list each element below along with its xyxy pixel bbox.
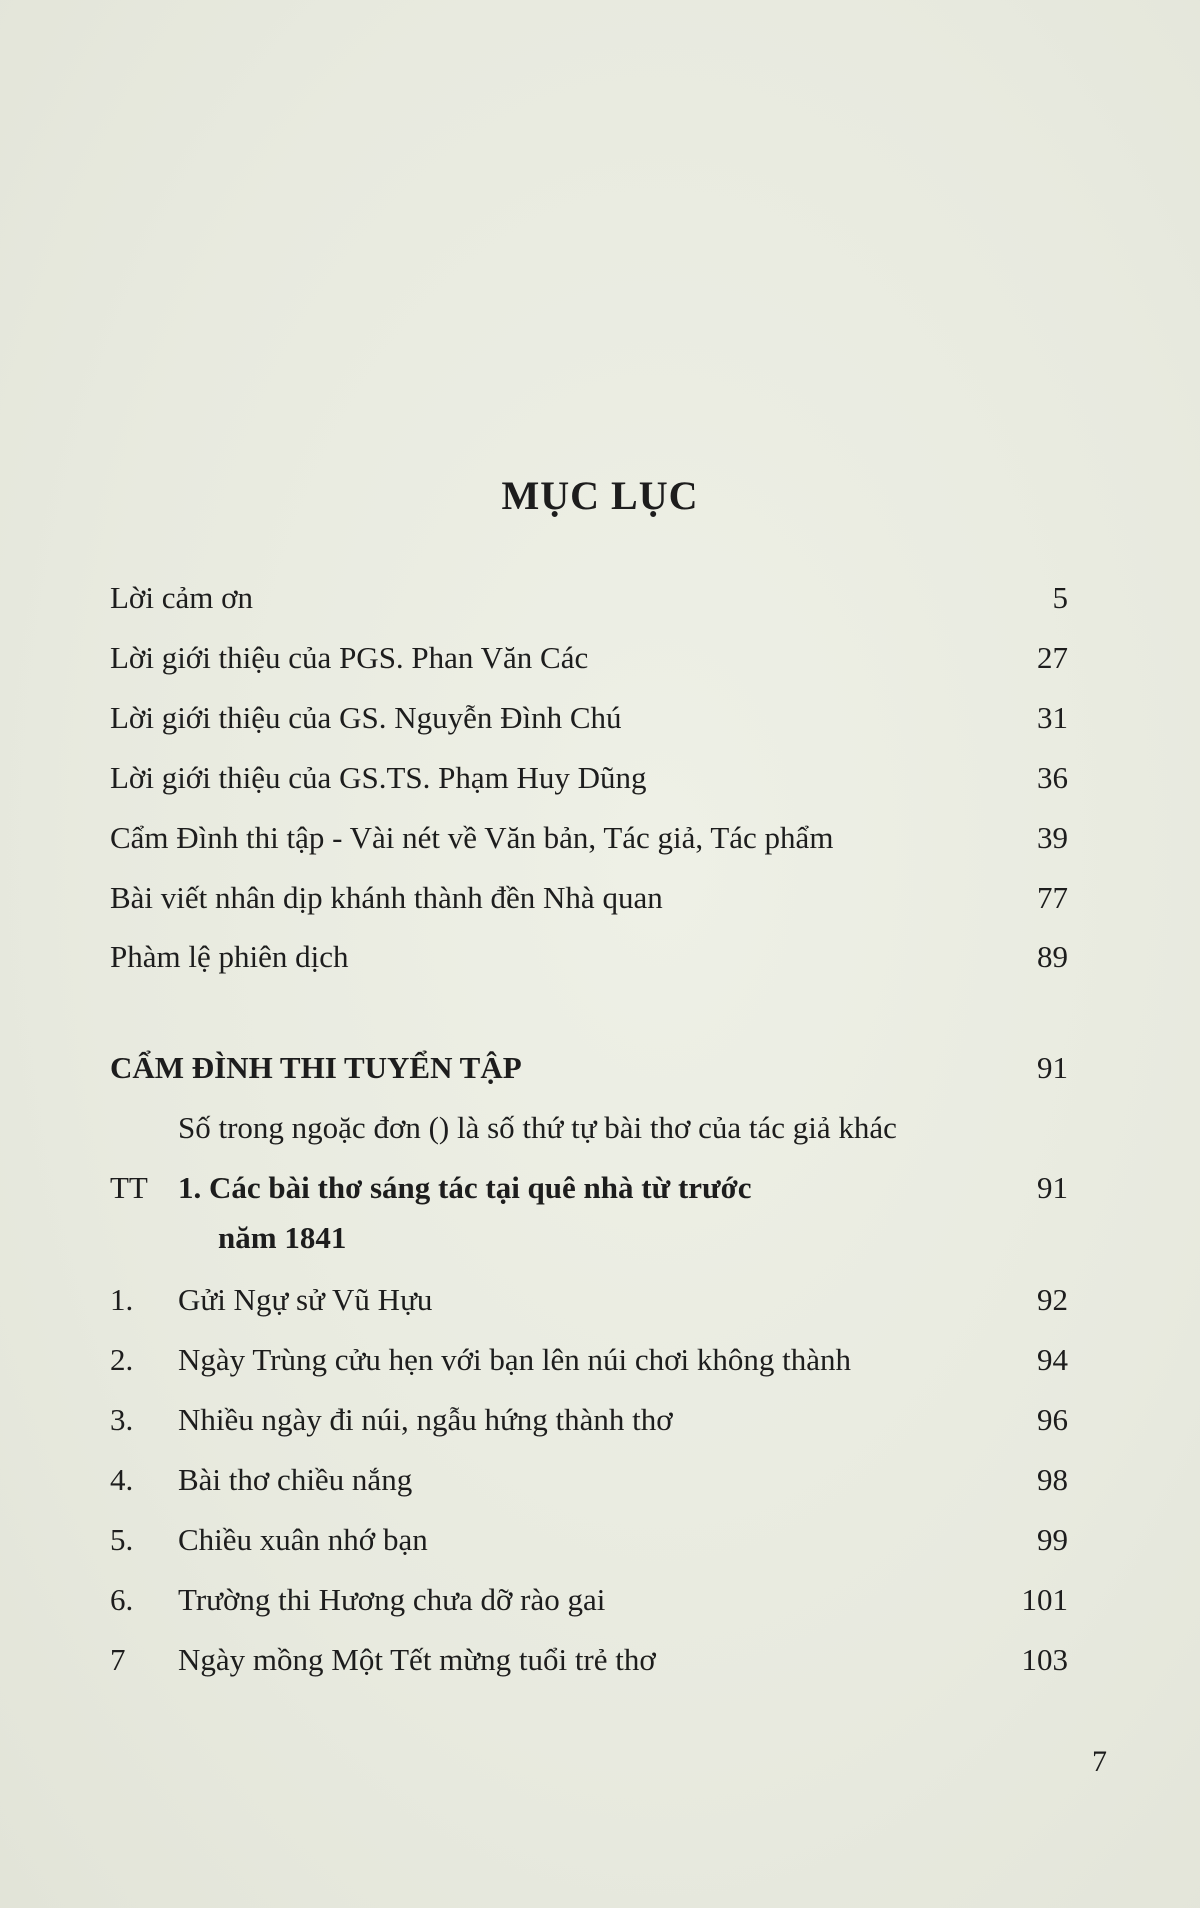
subsection-title-line2: năm 1841 <box>218 1220 347 1255</box>
poem-number: 7 <box>110 1642 126 1677</box>
toc-entry <box>110 578 1068 618</box>
toc-entry-page: 77 <box>1037 880 1068 915</box>
toc-entry-label: Phàm lệ phiên dịch <box>110 939 349 974</box>
poem-entry <box>110 1460 1068 1500</box>
toc-entry-label: Lời giới thiệu của GS.TS. Phạm Huy Dũng <box>110 760 647 795</box>
toc-entry <box>110 937 1068 977</box>
tt-label: TT <box>110 1170 148 1205</box>
toc-entry-label: Lời cảm ơn <box>110 580 253 615</box>
toc-entry <box>110 638 1068 678</box>
poem-title: Gửi Ngự sử Vũ Hựu <box>178 1282 433 1317</box>
poem-title: Bài thơ chiều nắng <box>178 1462 413 1497</box>
poem-entry <box>110 1340 1068 1380</box>
poem-number: 3. <box>110 1402 134 1437</box>
poem-title: Ngày mồng Một Tết mừng tuổi trẻ thơ <box>178 1642 656 1677</box>
poem-page: 98 <box>1037 1462 1068 1497</box>
poem-page: 103 <box>1021 1642 1068 1677</box>
toc-entry-label: Bài viết nhân dịp khánh thành đền Nhà quan <box>110 880 663 915</box>
toc-entry <box>110 758 1068 798</box>
poem-entry <box>110 1580 1068 1620</box>
toc-entry-page: 27 <box>1037 640 1068 675</box>
note-text: Số trong ngoặc đơn () là số thứ tự bài thơ của tác giả khác <box>178 1110 897 1145</box>
subsection-heading <box>110 1168 1068 1258</box>
toc-entry-page: 5 <box>1052 580 1068 615</box>
toc-entry-label: Lời giới thiệu của PGS. Phan Văn Các <box>110 640 589 675</box>
poem-title: Ngày Trùng cửu hẹn với bạn lên núi chơi không thành <box>178 1342 851 1377</box>
poem-number: 2. <box>110 1342 134 1377</box>
toc-entry <box>110 878 1068 918</box>
poem-title: Trường thi Hương chưa dỡ rào gai <box>178 1582 606 1617</box>
poem-title: Nhiều ngày đi núi, ngẫu hứng thành thơ <box>178 1402 673 1437</box>
poem-entry <box>110 1520 1068 1560</box>
page-number: 7 <box>1092 1745 1107 1778</box>
poem-entry <box>110 1640 1068 1680</box>
poem-page: 92 <box>1037 1282 1068 1317</box>
toc-entry-page: 89 <box>1037 939 1068 974</box>
poem-entry <box>110 1400 1068 1440</box>
poem-number: 1. <box>110 1282 134 1317</box>
subsection-page: 91 <box>1037 1170 1068 1205</box>
poem-page: 96 <box>1037 1402 1068 1437</box>
poem-title: Chiều xuân nhớ bạn <box>178 1522 428 1557</box>
poem-entry <box>110 1280 1068 1320</box>
toc-entry-label: Cẩm Đình thi tập - Vài nét về Văn bản, Tác giả, Tác phẩm <box>110 820 834 855</box>
poem-page: 101 <box>1021 1582 1068 1617</box>
toc-entry <box>110 698 1068 738</box>
toc-entry-page: 31 <box>1037 700 1068 735</box>
poem-page: 94 <box>1037 1342 1068 1377</box>
poem-number: 5. <box>110 1522 134 1557</box>
page-title: MỤC LỤC <box>501 473 699 518</box>
poem-number: 4. <box>110 1462 134 1497</box>
poem-number: 6. <box>110 1582 134 1617</box>
section-heading-label: CẨM ĐÌNH THI TUYỂN TẬP <box>110 1050 522 1085</box>
subsection-title-line1: 1. Các bài thơ sáng tác tại quê nhà từ trước <box>178 1170 752 1205</box>
toc-entry <box>110 818 1068 858</box>
section-heading <box>110 1048 1068 1088</box>
toc-entry-page: 39 <box>1037 820 1068 855</box>
toc-entry-page: 36 <box>1037 760 1068 795</box>
toc-entry-label: Lời giới thiệu của GS. Nguyễn Đình Chú <box>110 700 622 735</box>
section-heading-page: 91 <box>1037 1050 1068 1085</box>
poem-page: 99 <box>1037 1522 1068 1557</box>
